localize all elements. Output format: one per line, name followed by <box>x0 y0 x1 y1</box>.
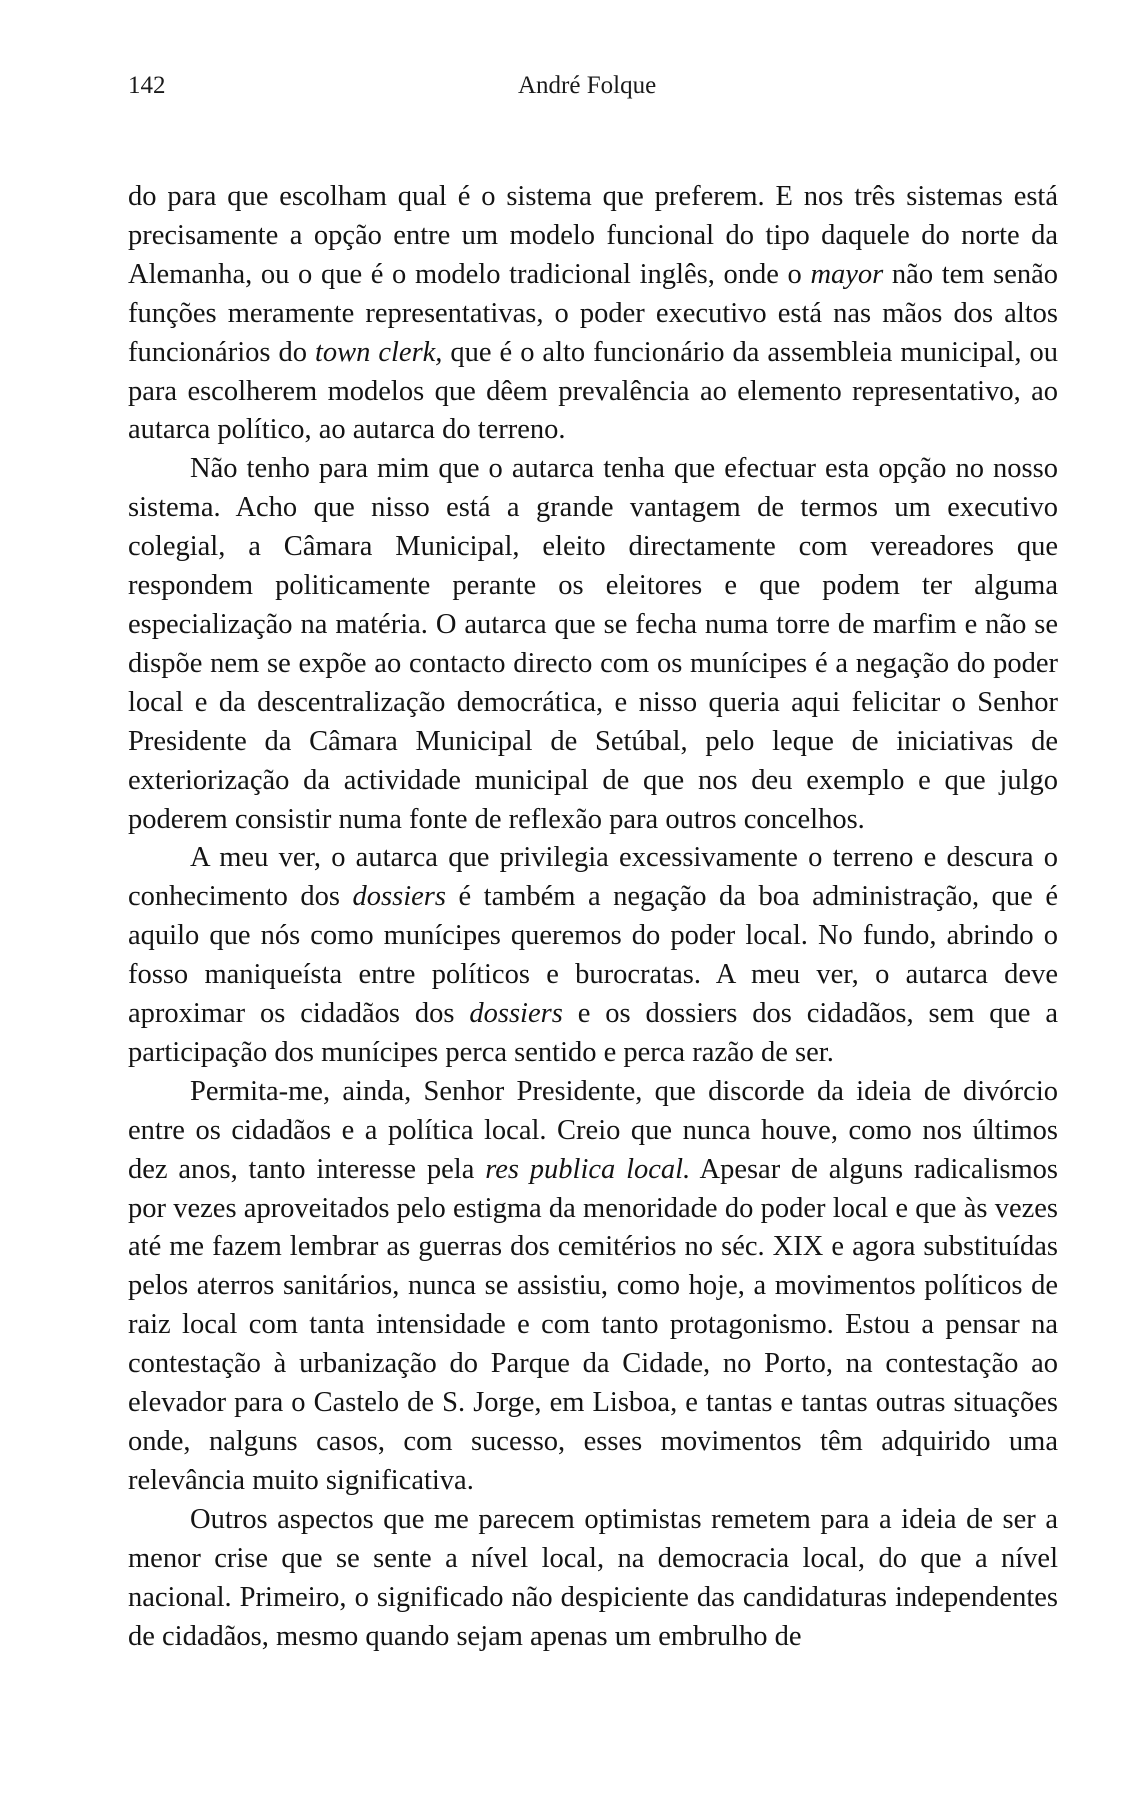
text-run: A meu ver, o autarca que privilegia excessivamente o terreno e descura o conhecimento dos <box>128 842 1058 913</box>
text-run: Outros aspectos que me parecem optimistas remetem para a ideia de ser a menor crise que se sente a nível local, na democracia local, do que a nível nacional. Primeiro, o significado não despiciente das candidaturas independentes de cidadãos, mesmo quando sejam apenas um embrulho de <box>128 1503 1058 1652</box>
text-run: que é o alto funcionário da assembleia municipal, ou para escolherem modelos que dêem prevalência ao elemento representativo, ao autarca político, ao autarca do terreno. <box>128 336 1058 446</box>
italic-text-run: mayor <box>810 258 884 290</box>
italic-text-run: dossiers <box>469 998 563 1030</box>
paragraph <box>128 178 1058 450</box>
text-run: do para que escolham qual é o sistema que preferem. E nos três sistemas está precisamente a opção entre um modelo funcional do tipo daquele do norte da Alemanha, ou o que é o modelo tradicional inglês, onde o <box>128 181 1058 290</box>
text-run: é também a negação da boa administração, que é aquilo que nós como munícipes queremos do poder local. No fundo, abrindo o fosso maniqueísta entre políticos e burocratas. A meu ver, o autarca deve aproximar os cidadãos dos <box>128 881 1059 1030</box>
paragraph <box>128 450 1058 839</box>
running-header <box>128 72 1058 112</box>
paragraph <box>128 1073 1058 1501</box>
text-run: e os dossiers dos cidadãos, sem que a participação dos munícipes perca sentido e perca razão de ser. <box>128 998 1058 1068</box>
text-run: Apesar de alguns radicalismos por vezes aproveitados pelo estigma da menoridade do poder local e que às vezes até me fazem lembrar as guerras dos cemitérios no séc. XIX e agora substituídas pelos aterros sanitários, nunca se assistiu, como hoje, a movimentos políticos de raiz local com tanta intensidade e com tanto protagonismo. Estou a pensar na contestação à urbanização do Parque da Cidade, no Porto, na contestação ao elevador para o Castelo de S. Jorge, em Lisboa, e tantas e tantas outras situações onde, nalguns casos, com sucesso, esses movimentos têm adquirido uma relevância muito significativa. <box>128 1153 1059 1496</box>
text-run: Não tenho para mim que o autarca tenha que efectuar esta opção no nosso sistema. Acho que nisso está a grande vantagem de termos um executivo colegial, a Câmara Municipal, eleito directamente com vereadores que respondem politicamente perante os eleitores e que podem ter alguma especialização na matéria. O autarca que se fecha numa torre de marfim e não se dispõe nem se expõe ao contacto directo com os munícipes é a negação do poder local e da descentralização democrática, e nisso queria aqui felicitar o Senhor Presidente da Câmara Municipal de Setúbal, pelo leque de iniciativas de exteriorização da actividade municipal de que nos deu exemplo e que julgo poderem consistir numa fonte de reflexão para outros concelhos. <box>128 453 1058 835</box>
italic-text-run: res publica local. <box>485 1153 691 1185</box>
text-run: Permita-me, ainda, Senhor Presidente, que discorde da ideia de divórcio entre os cidadãos e a política local. Creio que nunca houve, como nos últimos dez anos, tanto interesse pela <box>128 1075 1058 1185</box>
body-text <box>128 178 1058 1656</box>
italic-text-run: dossiers <box>352 881 446 913</box>
text-run: não tem senão funções meramente representativas, o poder executivo está nas mãos dos altos funcionários do <box>128 258 1059 368</box>
italic-text-run: town clerk, <box>314 336 443 368</box>
page-number: 142 <box>128 72 166 99</box>
paragraph <box>128 1501 1058 1657</box>
paragraph <box>128 839 1058 1072</box>
running-title: André Folque <box>518 72 657 99</box>
